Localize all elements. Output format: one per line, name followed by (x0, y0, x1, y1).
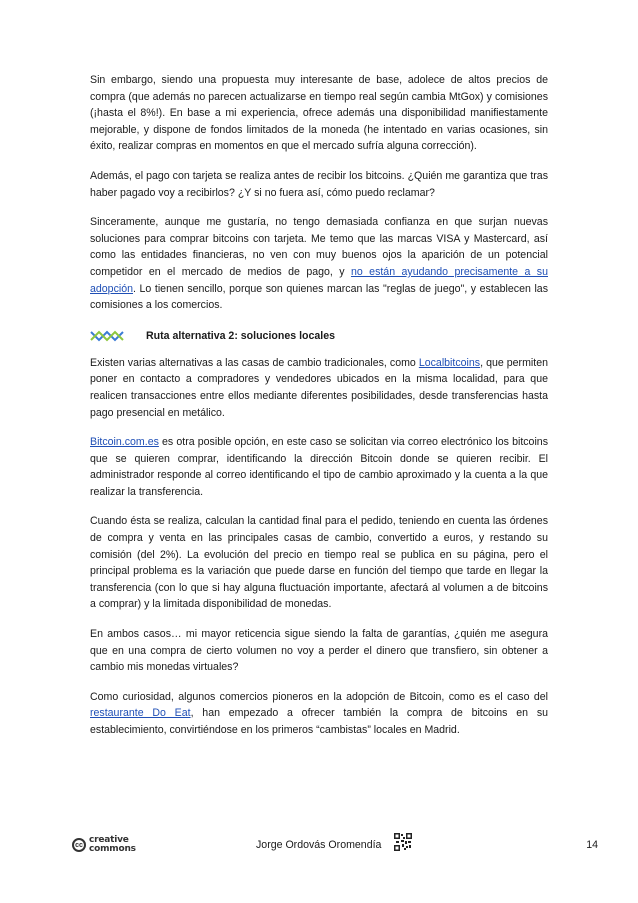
adoption-link[interactable]: no están ayudando precisamente a su adopción (90, 265, 548, 295)
page-footer (72, 830, 598, 860)
paragraph-2: Además, el pago con tarjeta se realiza antes de recibir los bitcoins. ¿Quién me garantiza que tras haber pagado voy a recibirlos? ¿Y si no fuera así, cómo puedo reclamar? (90, 169, 548, 199)
qr-code-icon (394, 833, 412, 851)
localbitcoins-link[interactable]: Localbitcoins (418, 356, 481, 369)
section-heading (90, 327, 548, 345)
cc-wordmark-top: creative (89, 835, 129, 845)
creative-commons-logo (72, 836, 136, 854)
paragraph-4 (90, 355, 548, 421)
restaurant-do-eat-link[interactable]: restaurante Do Eat (90, 707, 191, 720)
section-heading-text: Ruta alternativa 2: soluciones locales (146, 329, 335, 342)
document-body (90, 72, 548, 752)
paragraph-3-text-end: . Lo tienen sencillo, porque son quienes marcan las "reglas de juego", y establecen las comisiones a los comercios. (90, 282, 548, 312)
paragraph-6: Cuando ésta se realiza, calculan la cantidad final para el pedido, teniendo en cuenta las órdenes de compra y venta en las principales casas de cambio, convertido a euros, y restando su comisión (del 2%). La evolución del precio en tiempo real se publica en su página, pero el principal problema es la variación que puede darse en función del tiempo que tarde en llegar la transferencia (con lo que si hay alguna fluctuación importante, afectará al volumen a de bitcoins a comprar) y la limitada disponibilidad de monedas. (90, 515, 548, 611)
paragraph-3 (90, 214, 548, 314)
cc-icon: cc (72, 838, 86, 852)
paragraph-5-text: es otra posible opción, en este caso se solicitan via correo electrónico los bitcoins que se quieren comprar, identificando la dirección Bitcoin donde se quieren recibir. El administrador responde al correo identificando el tipo de cambio aproximado y la cuenta a la que realizar la transferencia. (90, 436, 548, 498)
paragraph-1: Sin embargo, siendo una propuesta muy interesante de base, adolece de altos precios de compra (que además no parecen actualizarse en tiempo real según cambia MtGox) y comisiones (¡hasta el 8%!). En base a mi experiencia, ofrece además una disponibilidad manifiestamente mejorable, y dispone de fondos limitados de la moneda (he intentado en varias ocasiones, sin éxito, realizar compras en momentos en que el mercado sufría alguna corrección). (90, 74, 548, 153)
wave-logo-icon (90, 329, 126, 343)
paragraph-5 (90, 434, 548, 500)
cc-wordmark (89, 836, 136, 854)
bitcoin-com-es-link[interactable]: Bitcoin.com.es (90, 436, 159, 449)
cc-wordmark-bottom: commons (89, 844, 136, 854)
paragraph-4-text-end: , que permiten poner en contacto a compradores y vendedores ubicados en la misma localidad, para que realicen transacciones entre ellos mediante diferentes posibilidades, desde transferencias hasta pago presencial en metálico. (90, 356, 548, 419)
paragraph-4-text: Existen varias alternativas a las casas de cambio tradicionales, como (90, 356, 419, 369)
paragraph-8-text-end: , han empezado a ofrecer también la compra de bitcoins en su establecimiento, convirtiéndose en los primeros “cambistas” locales en Madrid. (90, 707, 549, 736)
paragraph-7: En ambos casos… mi mayor reticencia sigue siendo la falta de garantías, ¿quién me asegura que en una compra de cierto volumen no voy a perder el dinero que transfiero, sin obtener a cambio mis monedas virtuales? (90, 628, 548, 674)
author-name: Jorge Ordovás Oromendía (256, 839, 382, 851)
paragraph-8-text: Como curiosidad, algunos comercios pioneros en la adopción de Bitcoin, como es el caso del (90, 690, 548, 703)
page-number: 14 (586, 839, 598, 851)
paragraph-3-text: Sinceramente, aunque me gustaría, no tengo demasiada confianza en que surjan nuevas soluciones para comprar bitcoins con tarjeta. Me temo que las marcas VISA y Mastercard, así como las entidades financieras, no ven con muy buenos ojos la aparición de un potencial competidor en el mercado de medios de pago, y (90, 216, 548, 278)
paragraph-8 (90, 689, 548, 739)
